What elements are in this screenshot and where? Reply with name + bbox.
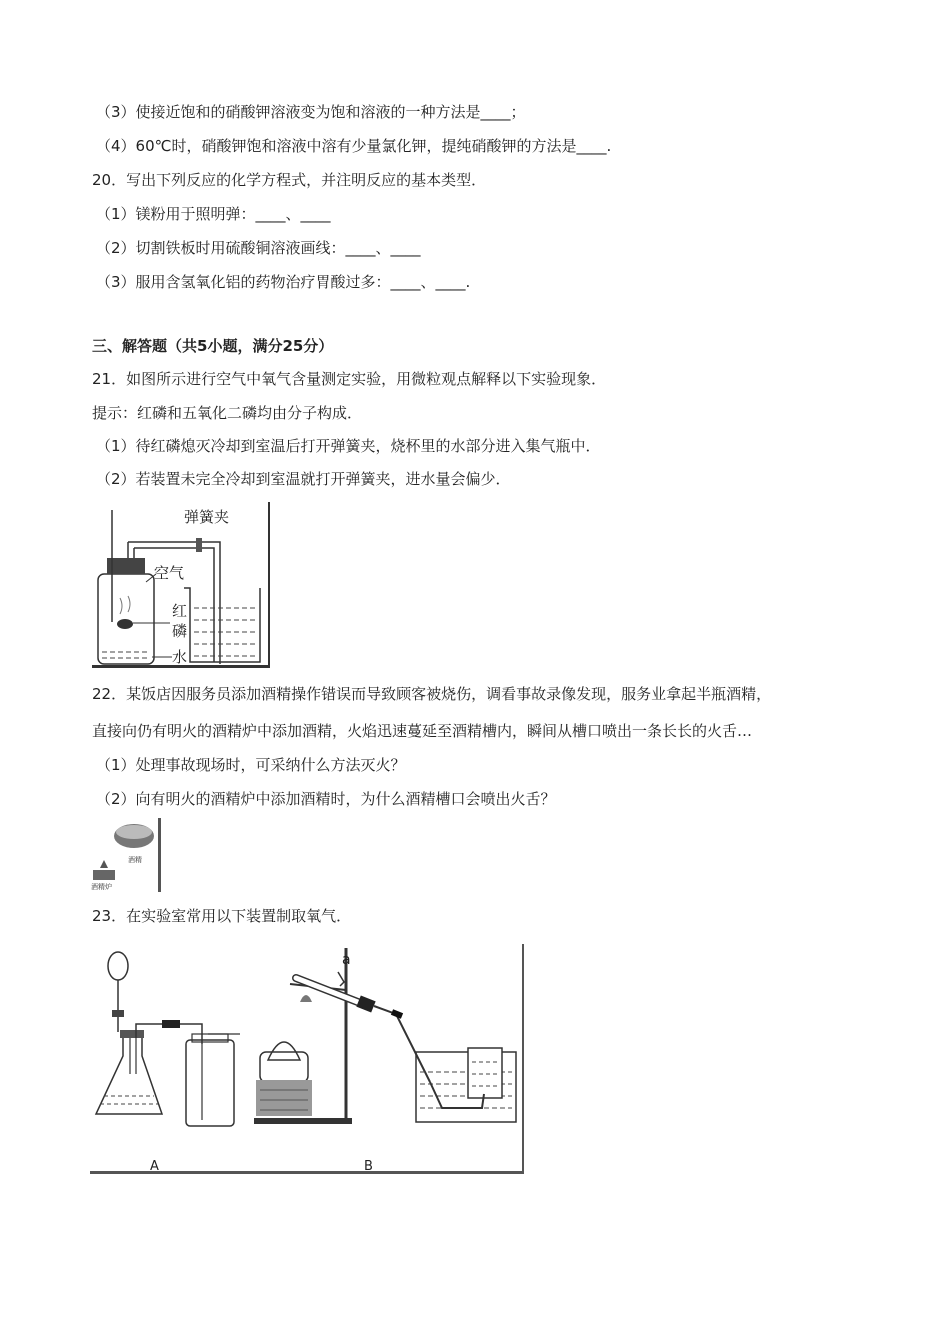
label-b: B [364, 1159, 373, 1174]
label-stove: 酒精炉 [91, 883, 112, 891]
q20-part1: （1）镁粉用于照明弹：____、____ [96, 205, 331, 223]
q21-stem: 21．如图所示进行空气中氧气含量测定实验，用微粒观点解释以下实验现象． [92, 370, 607, 388]
q22-stem-2: 直接向仍有明火的酒精炉中添加酒精，火焰迅速蔓延至酒精槽内，瞬间从槽口喷出一条长长的火舌… [92, 722, 753, 740]
alcohol-stove-figure [88, 818, 162, 892]
q20-part2: （2）切割铁板时用硫酸铜溶液画线：____、____ [96, 239, 421, 257]
q19-part3: （3）使接近饱和的硝酸钾溶液变为饱和溶液的一种方法是____； [96, 103, 526, 121]
q22-stem-1: 22．某饭店因服务员添加酒精操作错误而导致顾客被烧伤，调看事故录像发现，服务业拿起半瓶酒精， [92, 685, 772, 703]
q21-part1: （1）待红磷熄灭冷却到室温后打开弹簧夹，烧杯里的水部分进入集气瓶中． [96, 437, 601, 455]
q21-part2: （2）若装置未完全冷却到室温就打开弹簧夹，进水量会偏少． [96, 470, 511, 488]
spring-clamp-icon [196, 538, 202, 552]
alcohol-stove-icon [93, 870, 115, 880]
red-phosphorus [117, 619, 133, 629]
label-small-a: a [342, 952, 351, 968]
label-bottle: 酒精 [128, 856, 142, 864]
oxygen-measurement-figure [92, 502, 270, 668]
label-phosphorus: 磷 [172, 622, 188, 640]
q20-stem: 20．写出下列反应的化学方程式，并注明反应的基本类型． [92, 171, 487, 189]
label-a: A [150, 1159, 159, 1174]
q20-part3: （3）服用含氢氧化铝的药物治疗胃酸过多：____、____. [96, 273, 471, 291]
wood-block [256, 1080, 312, 1116]
label-red: 红 [172, 602, 188, 620]
q19-part4: （4）60℃时，硝酸钾饱和溶液中溶有少量氯化钾，提纯硝酸钾的方法是____. [96, 137, 612, 155]
q22-part2: （2）向有明火的酒精炉中添加酒精时，为什么酒精槽口会喷出火舌？ [96, 790, 556, 808]
label-air: 空气 [154, 564, 185, 582]
q22-part1: （1）处理事故现场时，可采纳什么方法灭火？ [96, 756, 406, 774]
section-heading: 三、解答题（共5小题，满分25分） [92, 337, 334, 355]
label-spring-clamp: 弹簧夹 [184, 508, 230, 526]
q21-hint: 提示：红磷和五氧化二磷均由分子构成． [92, 404, 363, 422]
label-water: 水 [172, 648, 188, 666]
q23-stem: 23．在实验室常用以下装置制取氧气． [92, 907, 352, 925]
oxygen-preparation-figure [90, 944, 524, 1174]
collecting-bottle-inverted [468, 1048, 502, 1098]
